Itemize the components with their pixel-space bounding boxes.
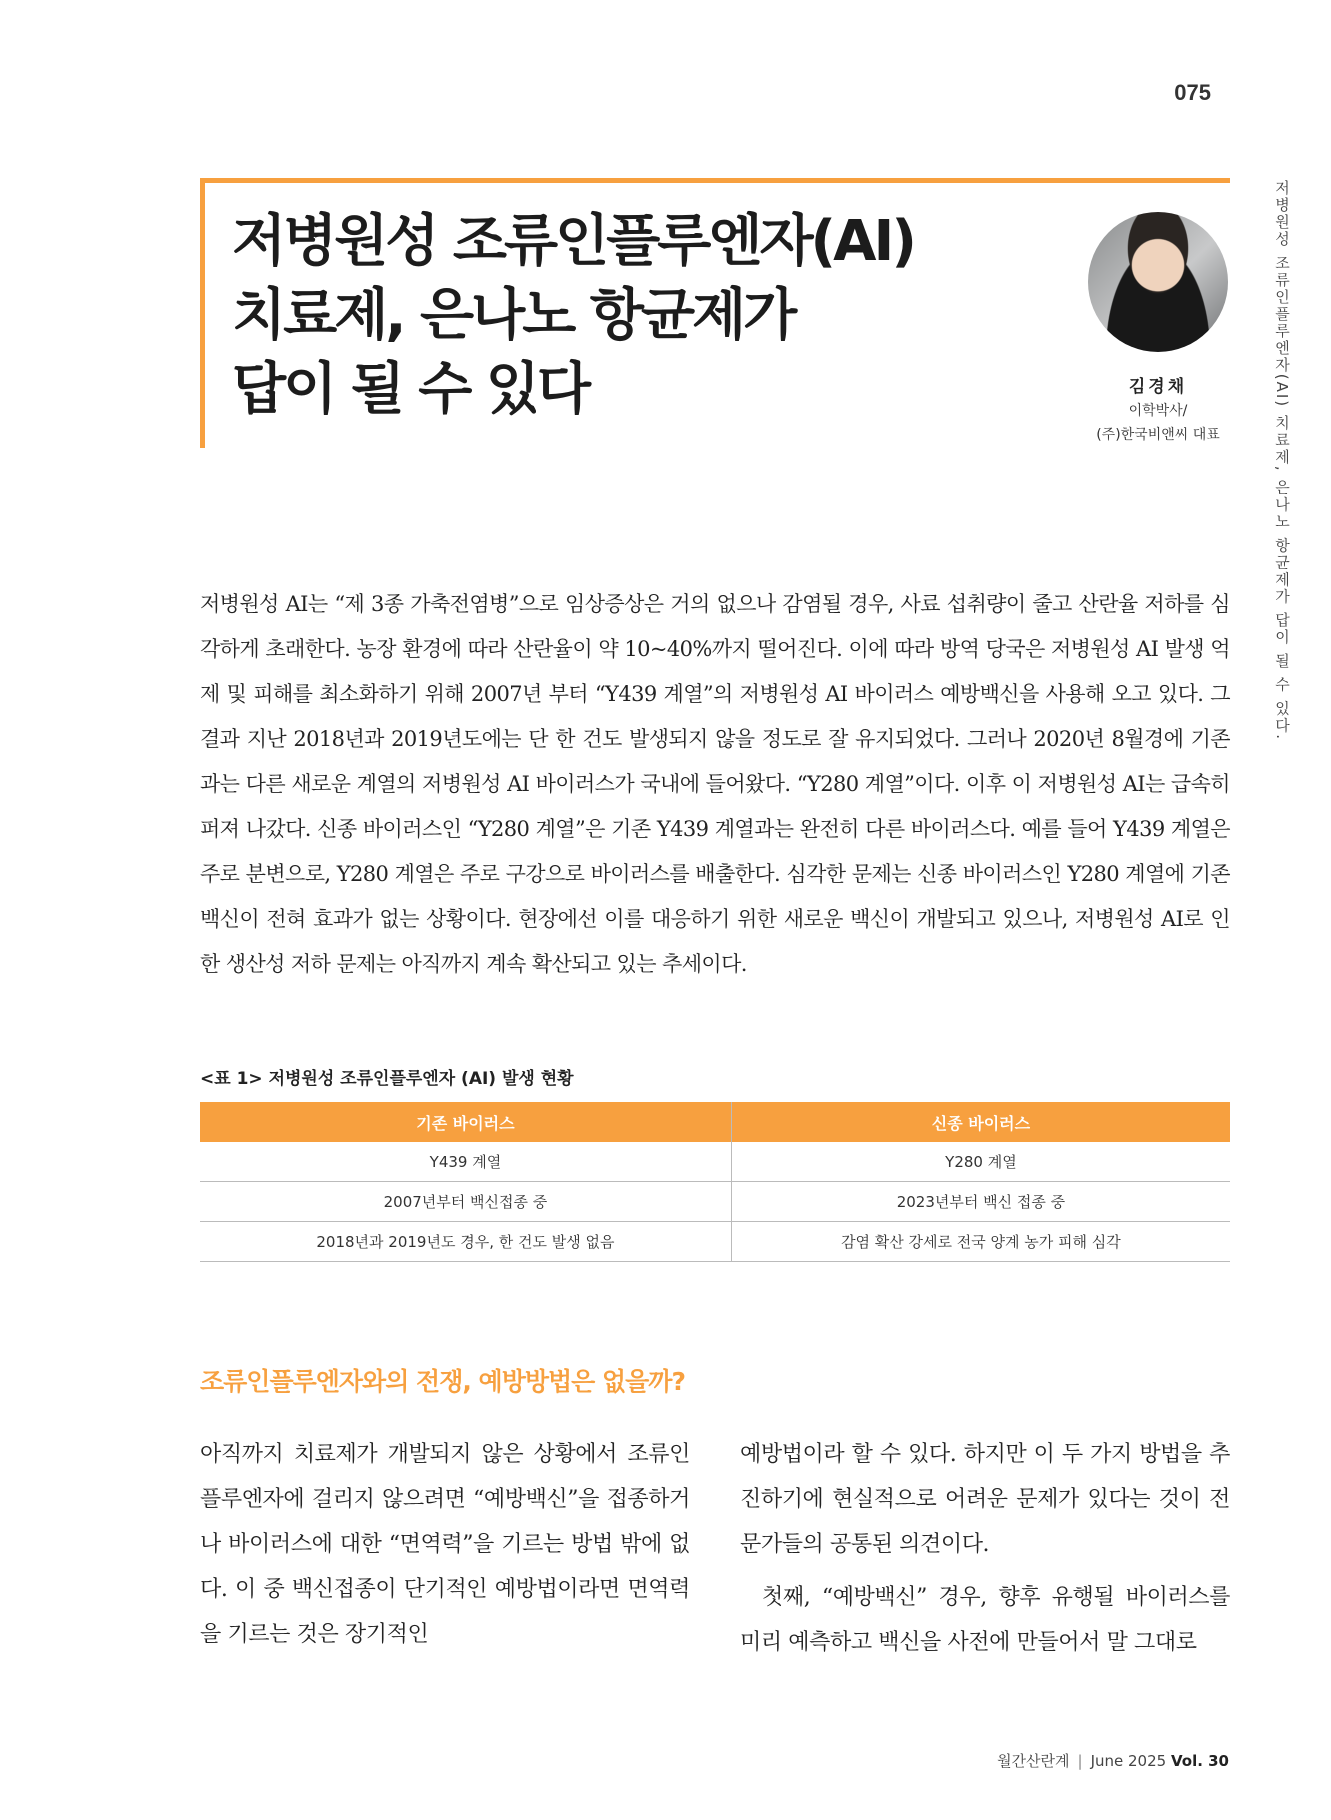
table-header-row [200,1102,1230,1142]
table-cell: 감염 확산 강세로 전국 양계 농가 피해 심각 [731,1222,1230,1262]
body-paragraph: 아직까지 치료제가 개발되지 않은 상황에서 조류인플루엔자에 걸리지 않으려면 “예방백신”을 접종하거나 바이러스에 대한 “면역력”을 기르는 방법 밖에 없다. 이 중 백신접종이 단기적인 예방법이라면 면역력을 기르는 것은 장기적인 [200,1442,690,1647]
side-running-title: 저병원성 조류인플루엔자(AI) 치료제, 은나노 항균제가 답이 될 수 있다. [1273,180,1291,742]
title-line: 저병원성 조류인플루엔자(AI) [232,209,914,274]
table-row [200,1182,1230,1222]
footer-date: June 2025 [1090,1752,1167,1770]
author-org: (주)한국비앤씨 대표 [1096,427,1220,443]
author-role: 이학박사/ [1128,403,1188,419]
body-column-right [740,1432,1230,1665]
title-line: 치료제, 은나노 항균제가 [232,283,795,348]
author-name: 김경채 [1128,377,1188,397]
table-cell: 2007년부터 백신접종 중 [200,1182,731,1222]
table-row [200,1142,1230,1182]
body-column-left [200,1432,690,1657]
body-paragraph: 예방법이라 할 수 있다. 하지만 이 두 가지 방법을 추진하기에 현실적으로 어려운 문제가 있다는 것이 전문가들의 공통된 의견이다. [740,1442,1230,1557]
footer-magazine: 월간산란계 [997,1752,1070,1770]
table-cell: Y280 계열 [731,1142,1230,1182]
footer-volume: Vol. 30 [1170,1752,1229,1770]
table-cell: 2023년부터 백신 접종 중 [731,1182,1230,1222]
title-line: 답이 될 수 있다 [232,357,589,422]
page-number: 075 [1174,80,1211,105]
table-caption: <표 1> 저병원성 조류인플루엔자 (AI) 발생 현황 [200,1069,574,1089]
table-cell: Y439 계열 [200,1142,731,1182]
status-table [200,1102,1230,1262]
table-row [200,1222,1230,1262]
footer [997,1750,1229,1771]
body-paragraph: 첫째, “예방백신” 경우, 향후 유행될 바이러스를 미리 예측하고 백신을 사전에 만들어서 말 그대로 [740,1585,1230,1655]
section-heading: 조류인플루엔자와의 전쟁, 예방방법은 없을까? [200,1367,685,1396]
table-header-existing: 기존 바이러스 [200,1102,731,1142]
intro-paragraph: 저병원성 AI는 “제 3종 가축전염병”으로 임상증상은 거의 없으나 감염될 경우, 사료 섭취량이 줄고 산란율 저하를 심각하게 초래한다. 농장 환경에 따라 산란율이 약 10~40%까지 떨어진다. 이에 따라 방역 당국은 저병원성 AI 발생 억제 및 피해를 최소화하기 위해 2007년 부터 “Y439 계열”의 저병원성 AI 바이러스 예방백신을 사용해 오고 있다. 그 결과 지난 2018년과 2019년도에는 단 한 건도 발생되지 않을 정도로 잘 유지되었다. 그러나 2020년 8월경에 기존과는 다른 새로운 계열의 저병원성 AI 바이러스가 국내에 들어왔다. “Y280 계열”이다. 이후 이 저병원성 AI는 급속히 퍼져 나갔다. 신종 바이러스인 “Y280 계열”은 기존 Y439 계열과는 완전히 다른 바이러스다. 예를 들어 Y439 계열은 주로 분변으로, Y280 계열은 주로 구강으로 바이러스를 배출한다. 심각한 문제는 신종 바이러스인 Y280 계열에 기존 백신이 전혀 효과가 없는 상황이다. 현장에선 이를 대응하기 위한 새로운 백신이 개발되고 있으나, 저병원성 AI로 인한 생산성 저하 문제는 아직까지 계속 확산되고 있는 추세이다. [200,592,1230,976]
author-block [1086,212,1230,447]
table-cell: 2018년과 2019년도 경우, 한 건도 발생 없음 [200,1222,731,1262]
footer-separator: | [1077,1752,1083,1770]
author-photo [1088,212,1228,352]
article-title [232,205,992,427]
table-header-new: 신종 바이러스 [731,1102,1230,1142]
